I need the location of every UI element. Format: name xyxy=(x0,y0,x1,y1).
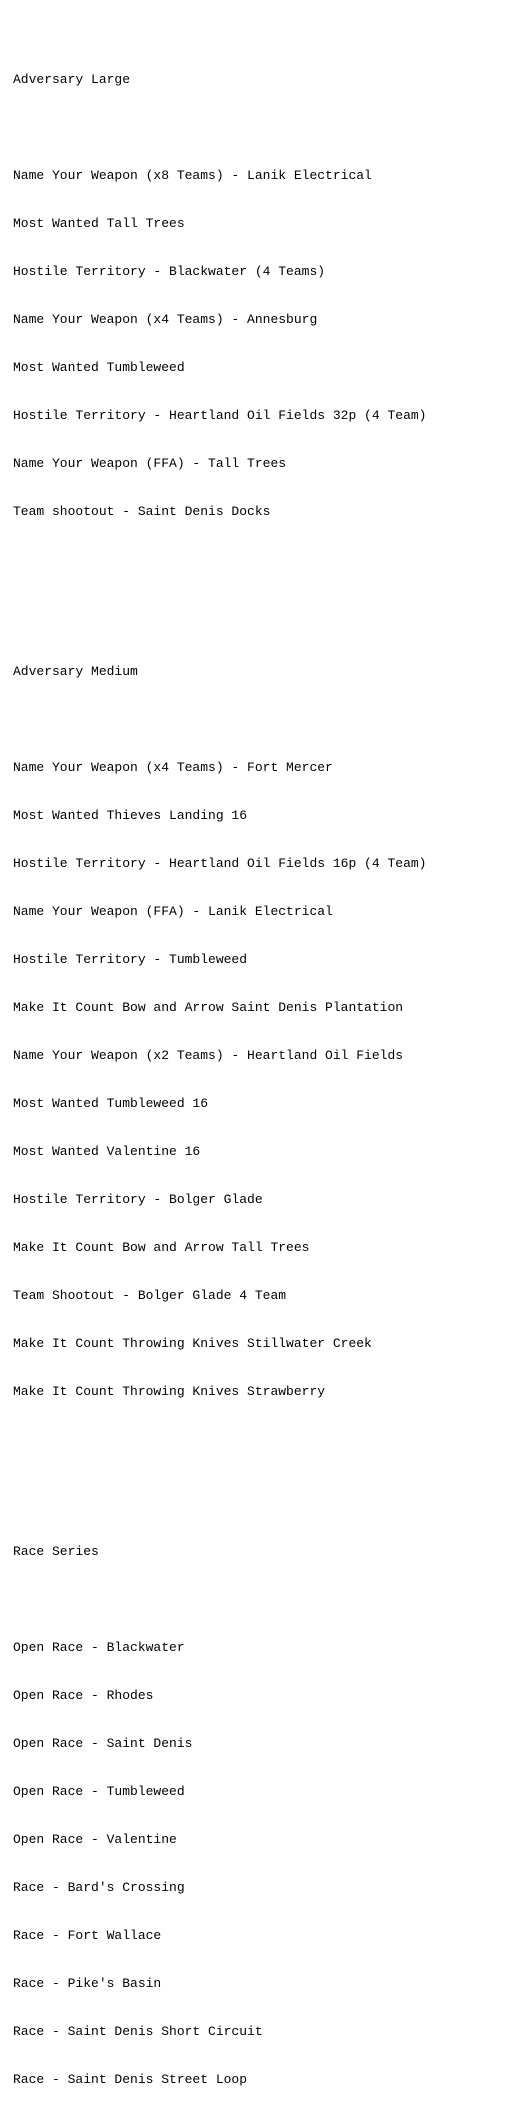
section-title-adversary-medium: Adversary Medium xyxy=(13,664,138,679)
blank-line xyxy=(13,1592,426,1608)
list-item: Name Your Weapon (x8 Teams) - Lanik Electrical xyxy=(13,168,372,183)
section-title-race-series: Race Series xyxy=(13,1544,99,1559)
list-item: Name Your Weapon (x2 Teams) - Heartland Oil Fields xyxy=(13,1048,404,1063)
list-item: Race - Fort Wallace xyxy=(13,1928,162,1943)
section-gap xyxy=(13,568,426,600)
list-item: Hostile Territory - Heartland Oil Fields 32p (4 Team) xyxy=(13,408,427,423)
document-text xyxy=(13,8,426,2120)
list-item: Race - Bard's Crossing xyxy=(13,1880,185,1895)
list-item: Make It Count Throwing Knives Stillwater Creek xyxy=(13,1336,372,1351)
blank-line xyxy=(13,120,426,136)
list-item: Team shootout - Saint Denis Docks xyxy=(13,504,271,519)
list-item: Open Race - Saint Denis xyxy=(13,1736,193,1751)
list-item: Open Race - Blackwater xyxy=(13,1640,185,1655)
list-item: Most Wanted Tumbleweed 16 xyxy=(13,1096,209,1111)
list-item: Hostile Territory - Bolger Glade xyxy=(13,1192,263,1207)
list-item: Hostile Territory - Blackwater (4 Teams) xyxy=(13,264,326,279)
list-item: Make It Count Bow and Arrow Tall Trees xyxy=(13,1240,310,1255)
list-item: Name Your Weapon (FFA) - Tall Trees xyxy=(13,456,287,471)
blank-line xyxy=(13,712,426,728)
section-title-adversary-large: Adversary Large xyxy=(13,72,131,87)
list-item: Name Your Weapon (FFA) - Lanik Electrical xyxy=(13,904,333,919)
list-item: Most Wanted Tall Trees xyxy=(13,216,185,231)
list-item: Team Shootout - Bolger Glade 4 Team xyxy=(13,1288,287,1303)
list-item: Most Wanted Tumbleweed xyxy=(13,360,185,375)
list-item: Race - Pike's Basin xyxy=(13,1976,162,1991)
list-item: Most Wanted Thieves Landing 16 xyxy=(13,808,248,823)
list-item: Open Race - Rhodes xyxy=(13,1688,154,1703)
list-item: Race - Saint Denis Street Loop xyxy=(13,2072,248,2087)
list-item: Most Wanted Valentine 16 xyxy=(13,1144,201,1159)
list-item: Hostile Territory - Heartland Oil Fields 16p (4 Team) xyxy=(13,856,427,871)
list-item: Hostile Territory - Tumbleweed xyxy=(13,952,248,967)
list-item: Name Your Weapon (x4 Teams) - Fort Mercer xyxy=(13,760,333,775)
section-gap xyxy=(13,1448,426,1480)
list-item: Make It Count Throwing Knives Strawberry xyxy=(13,1384,326,1399)
list-item: Open Race - Valentine xyxy=(13,1832,177,1847)
list-item: Race - Saint Denis Short Circuit xyxy=(13,2024,263,2039)
list-item: Name Your Weapon (x4 Teams) - Annesburg xyxy=(13,312,318,327)
list-item: Open Race - Tumbleweed xyxy=(13,1784,185,1799)
list-item: Make It Count Bow and Arrow Saint Denis Plantation xyxy=(13,1000,404,1015)
